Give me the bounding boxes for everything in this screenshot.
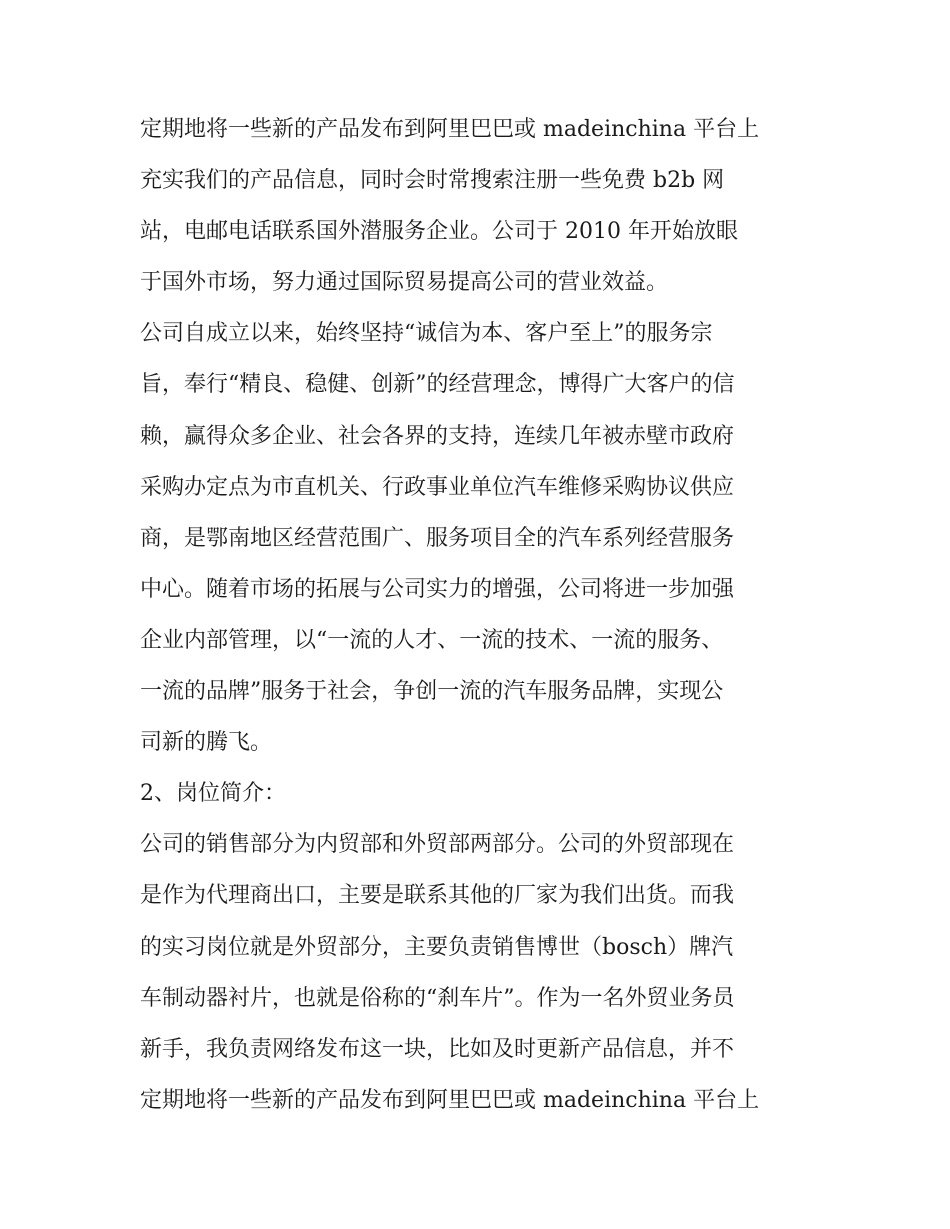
text-line: 是作为代理商出口，主要是联系其他的厂家为我们出货。而我 <box>140 883 735 909</box>
text-line: 的实习岗位就是外贸部分，主要负责销售博世（bosch）牌汽 <box>140 934 734 960</box>
text-line: 中心。随着市场的拓展与公司实力的增强，公司将进一步加强 <box>140 576 735 602</box>
text-line: 定期地将一些新的产品发布到阿里巴巴或 madeinchina 平台上 <box>140 1087 760 1113</box>
text-line: 旨，奉行“精良、稳健、创新”的经营理念，博得广大客户的信 <box>140 372 735 398</box>
text-line: 定期地将一些新的产品发布到阿里巴巴或 madeinchina 平台上 <box>140 117 760 142</box>
text-line: 公司的销售部分为内贸部和外贸部两部分。公司的外贸部现在 <box>140 832 735 858</box>
text-line: 新手，我负责网络发布这一块，比如及时更新产品信息，并不 <box>140 1036 735 1062</box>
text-line: 采购办定点为市直机关、行政事业单位汽车维修采购协议供应 <box>140 474 735 500</box>
text-line: 站，电邮电话联系国外潜服务企业。公司于 2010 年开始放眼 <box>140 219 738 245</box>
text-line: 赖，赢得众多企业、社会各界的支持，连续几年被赤壁市政府 <box>140 423 735 449</box>
document-body <box>140 104 820 1126</box>
text-line: 车制动器衬片，也就是俗称的“刹车片”。作为一名外贸业务员 <box>140 985 735 1011</box>
text-line: 公司自成立以来，始终坚持“诚信为本、客户至上”的服务宗 <box>140 321 713 347</box>
text-line: 商，是鄂南地区经营范围广、服务项目全的汽车系列经营服务 <box>140 525 735 551</box>
text-line: 企业内部管理，以“一流的人才、一流的技术、一流的服务、 <box>140 627 724 653</box>
text-line: 于国外市场，努力通过国际贸易提高公司的营业效益。 <box>140 270 669 296</box>
text-line: 司新的腾飞。 <box>140 730 273 756</box>
text-line: 充实我们的产品信息，同时会时常搜索注册一些免费 b2b 网 <box>140 168 725 194</box>
section-heading: 2、岗位简介： <box>140 781 286 807</box>
text-line: 一流的品牌”服务于社会，争创一流的汽车服务品牌，实现公 <box>140 679 724 705</box>
